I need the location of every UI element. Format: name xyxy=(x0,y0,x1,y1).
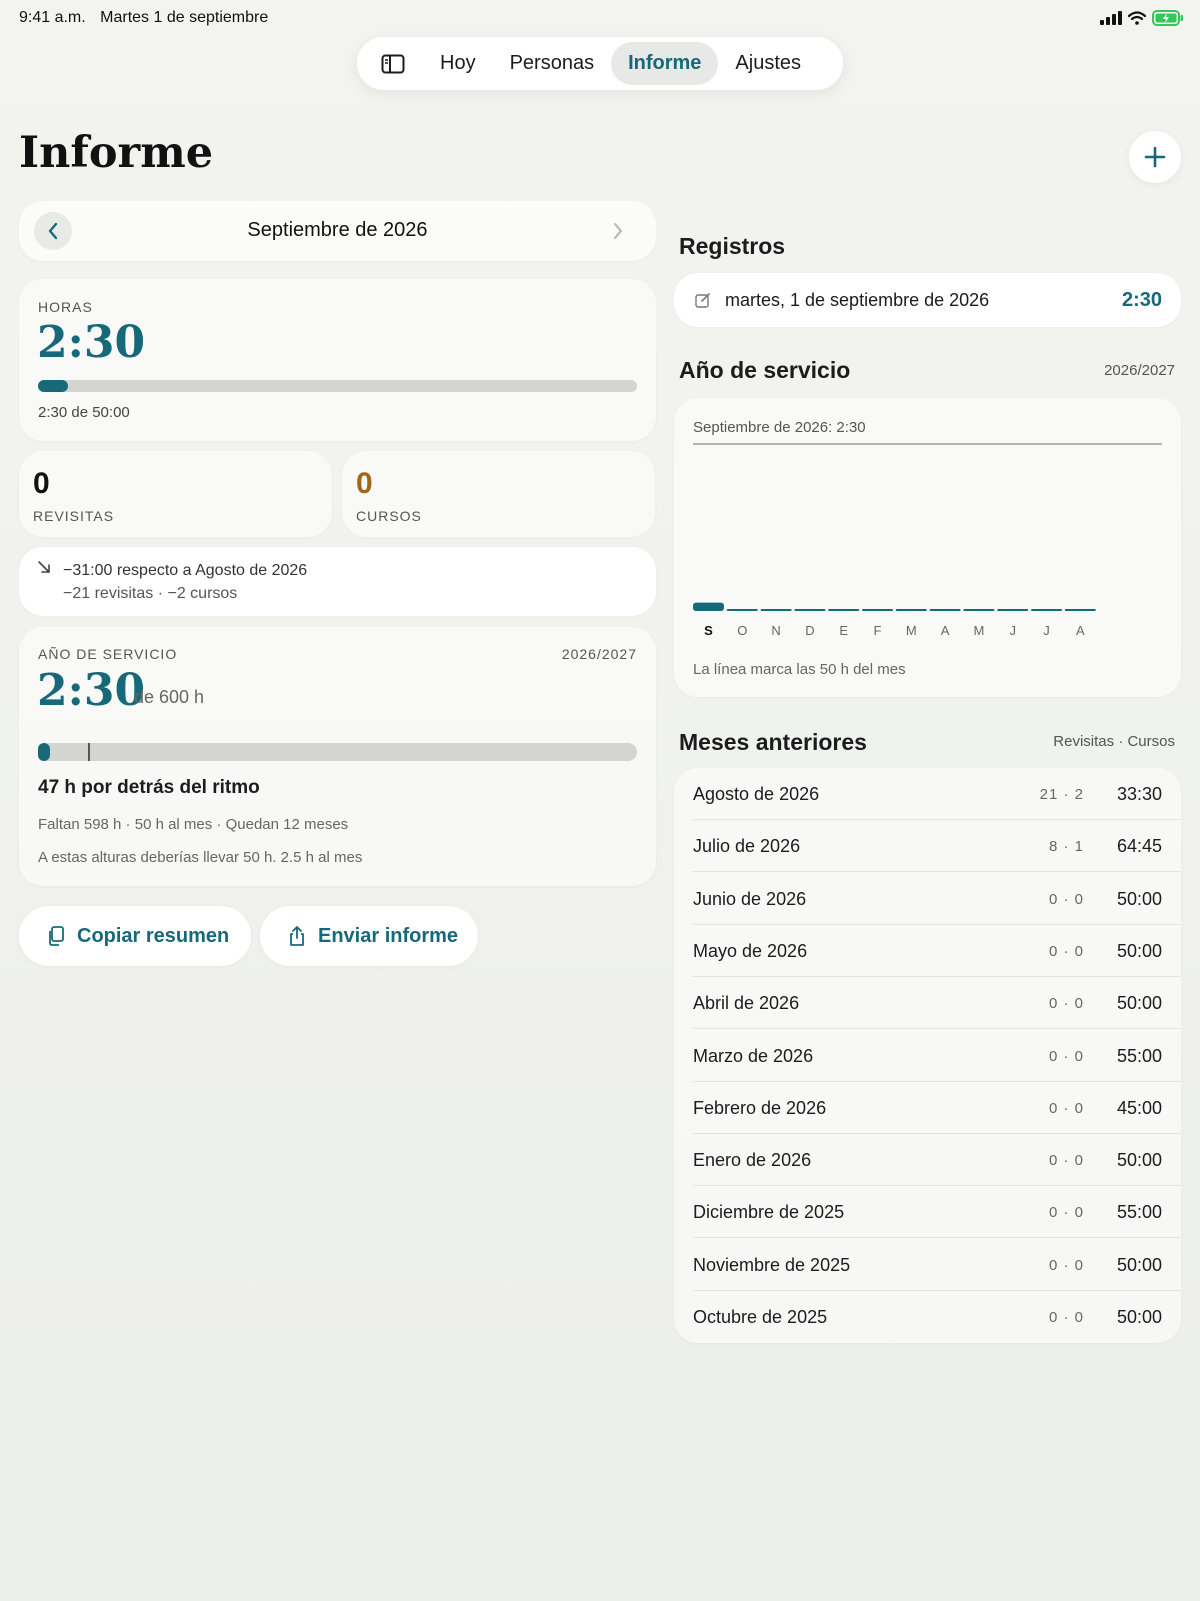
month-hours: 55:00 xyxy=(1116,1202,1162,1223)
copy-summary-button[interactable] xyxy=(19,906,251,966)
hours-detail: 2:30 de 50:00 xyxy=(38,404,130,421)
pace-marker xyxy=(88,743,90,761)
month-name: Mayo de 2026 xyxy=(693,940,808,961)
month-navigator xyxy=(19,201,656,261)
month-row[interactable] xyxy=(674,873,1181,925)
tab-ajustes[interactable]: Ajustes xyxy=(735,52,802,74)
hours-card xyxy=(19,279,656,441)
month-counts: 0 · 0 xyxy=(1048,1047,1084,1065)
cursos-label: CURSOS xyxy=(356,508,422,524)
month-hours: 64:45 xyxy=(1116,836,1162,857)
tab-informe[interactable]: Informe xyxy=(611,42,718,85)
comparison-counts: −21 revisitas · −2 cursos xyxy=(63,585,238,602)
chart-bar[interactable] xyxy=(862,609,893,611)
month-counts: 0 · 0 xyxy=(1048,1256,1084,1274)
chart-month-tick: M xyxy=(905,623,917,638)
chart-bar[interactable] xyxy=(896,609,927,611)
chart-month-tick: N xyxy=(771,623,781,638)
wifi-icon xyxy=(1128,11,1146,25)
monthly-hours-chart xyxy=(674,398,1181,697)
month-row[interactable] xyxy=(674,820,1181,872)
chart-bar[interactable] xyxy=(727,609,758,611)
chart-month-tick: S xyxy=(704,623,713,638)
chart-bar[interactable] xyxy=(1031,609,1062,611)
registro-entry[interactable] xyxy=(674,273,1181,327)
month-counts: 0 · 0 xyxy=(1048,1152,1084,1170)
service-year-caption: AÑO DE SERVICIO xyxy=(38,646,178,662)
service-year-card xyxy=(19,627,656,886)
chart-bar[interactable] xyxy=(997,609,1028,611)
send-report-button[interactable] xyxy=(260,906,478,966)
month-name: Diciembre de 2025 xyxy=(693,1202,845,1223)
month-counts: 8 · 1 xyxy=(1048,838,1084,856)
month-hours: 50:00 xyxy=(1116,1254,1162,1275)
month-row[interactable] xyxy=(674,925,1181,977)
chart-month-tick: J xyxy=(1009,623,1016,638)
month-counts: 21 · 2 xyxy=(1039,786,1084,803)
status-time: 9:41 a.m. xyxy=(19,9,86,26)
service-year-chart-range: 2026/2027 xyxy=(1104,362,1175,379)
cellular-signal-icon xyxy=(1100,11,1122,25)
edit-icon xyxy=(695,292,711,308)
chart-month-tick: E xyxy=(839,623,849,638)
month-hours: 50:00 xyxy=(1116,1150,1162,1171)
month-counts: 0 · 0 xyxy=(1048,890,1084,908)
chart-month-tick: D xyxy=(805,623,815,638)
chart-month-tick: A xyxy=(1075,623,1085,638)
month-name: Junio de 2026 xyxy=(693,888,807,909)
month-row[interactable] xyxy=(674,977,1181,1029)
cursos-card[interactable] xyxy=(342,451,655,537)
previous-months-title: Meses anteriores xyxy=(679,729,867,755)
month-name: Noviembre de 2025 xyxy=(693,1254,851,1275)
registro-date: martes, 1 de septiembre de 2026 xyxy=(725,290,990,310)
arrow-down-right-icon xyxy=(37,558,51,579)
month-hours: 45:00 xyxy=(1116,1097,1162,1118)
tab-hoy[interactable]: Hoy xyxy=(440,52,476,74)
revisitas-label: REVISITAS xyxy=(33,508,115,524)
service-year-chart-title: Año de servicio xyxy=(679,357,851,383)
hours-value: 2:30 xyxy=(37,317,146,368)
month-name: Abril de 2026 xyxy=(693,993,800,1014)
month-counts: 0 · 0 xyxy=(1048,995,1084,1013)
chart-caption: Septiembre de 2026: 2:30 xyxy=(693,419,866,436)
status-date: Martes 1 de septiembre xyxy=(100,9,269,26)
current-month-label: Septiembre de 2026 xyxy=(247,219,428,241)
month-row[interactable] xyxy=(674,1134,1181,1186)
month-hours: 55:00 xyxy=(1116,1045,1162,1066)
revisitas-count: 0 xyxy=(33,467,50,500)
status-icons xyxy=(1100,10,1184,26)
month-hours: 33:30 xyxy=(1116,784,1162,804)
chart-month-tick: M xyxy=(973,623,985,638)
plus-icon xyxy=(1144,146,1166,168)
cursos-count: 0 xyxy=(356,467,373,500)
month-counts: 0 · 0 xyxy=(1048,1204,1084,1222)
sidebar-icon xyxy=(381,54,405,74)
service-year-progress-fill xyxy=(38,743,50,761)
battery-charging-icon xyxy=(1152,10,1184,26)
status-bar xyxy=(19,9,278,27)
pace-headline: 47 h por detrás del ritmo xyxy=(38,777,260,798)
chart-bar[interactable] xyxy=(930,609,961,611)
chart-month-tick: A xyxy=(940,623,950,638)
chart-month-tick: O xyxy=(737,623,748,638)
service-year-chart-card xyxy=(674,398,1181,697)
registros-title: Registros xyxy=(679,233,786,259)
sidebar-toggle-button[interactable] xyxy=(363,42,423,85)
chart-bar[interactable] xyxy=(828,609,859,611)
previous-months-legend: Revisitas · Cursos xyxy=(1053,733,1175,750)
month-row[interactable] xyxy=(674,1291,1181,1343)
share-icon xyxy=(288,926,306,946)
month-counts: 0 · 0 xyxy=(1048,1309,1084,1326)
send-report-label: Enviar informe xyxy=(318,924,459,947)
month-name: Octubre de 2025 xyxy=(693,1307,828,1327)
next-month-button[interactable] xyxy=(600,213,636,249)
month-hours: 50:00 xyxy=(1116,940,1162,961)
chart-bar[interactable] xyxy=(761,609,792,611)
month-hours: 50:00 xyxy=(1116,1307,1162,1327)
month-name: Febrero de 2026 xyxy=(693,1097,827,1118)
top-tab-bar xyxy=(357,37,843,90)
chart-month-tick: J xyxy=(1043,623,1050,638)
month-row[interactable] xyxy=(674,1239,1181,1291)
month-name: Julio de 2026 xyxy=(693,836,801,857)
month-counts: 0 · 0 xyxy=(1048,942,1084,960)
service-year-progress-bar xyxy=(38,743,637,761)
comparison-hours: −31:00 respecto a Agosto de 2026 xyxy=(63,562,308,579)
month-row[interactable] xyxy=(674,1030,1181,1082)
month-name: Marzo de 2026 xyxy=(693,1045,814,1066)
pace-detail-expected: A estas alturas deberías llevar 50 h. 2.5 h al mes xyxy=(38,849,363,866)
month-hours: 50:00 xyxy=(1116,993,1162,1014)
revisitas-card[interactable] xyxy=(19,451,332,537)
copy-summary-label: Copiar resumen xyxy=(77,924,230,947)
chart-bar[interactable] xyxy=(794,609,825,611)
chart-bar[interactable] xyxy=(1065,609,1096,611)
page-title: Informe xyxy=(19,128,214,178)
hours-progress-bar xyxy=(38,380,637,392)
month-name: Agosto de 2026 xyxy=(693,784,820,804)
chevron-right-icon xyxy=(612,222,624,240)
tab-personas[interactable]: Personas xyxy=(509,52,595,74)
month-hours: 50:00 xyxy=(1116,888,1162,909)
copy-document-icon xyxy=(47,926,65,946)
month-row[interactable] xyxy=(674,1082,1181,1134)
chart-bar[interactable] xyxy=(963,609,994,611)
chart-month-tick: F xyxy=(873,623,882,638)
service-year-hours: 2:30 xyxy=(37,665,146,716)
pace-detail-remaining: Faltan 598 h · 50 h al mes · Quedan 12 meses xyxy=(38,816,349,833)
month-row[interactable] xyxy=(674,768,1181,820)
service-year-goal: de 600 h xyxy=(134,687,205,707)
comparison-card xyxy=(19,547,656,616)
hours-caption: HORAS xyxy=(38,299,93,315)
chart-bar[interactable] xyxy=(693,603,724,611)
chart-footnote: La línea marca las 50 h del mes xyxy=(693,661,906,678)
month-row[interactable] xyxy=(674,1186,1181,1238)
hours-progress-fill xyxy=(38,380,68,392)
month-counts: 0 · 0 xyxy=(1048,1099,1084,1117)
registro-hours: 2:30 xyxy=(1121,289,1162,311)
service-year-range: 2026/2027 xyxy=(561,646,637,662)
month-name: Enero de 2026 xyxy=(693,1150,812,1171)
add-button[interactable] xyxy=(1129,131,1181,183)
previous-months-list xyxy=(674,768,1181,1343)
